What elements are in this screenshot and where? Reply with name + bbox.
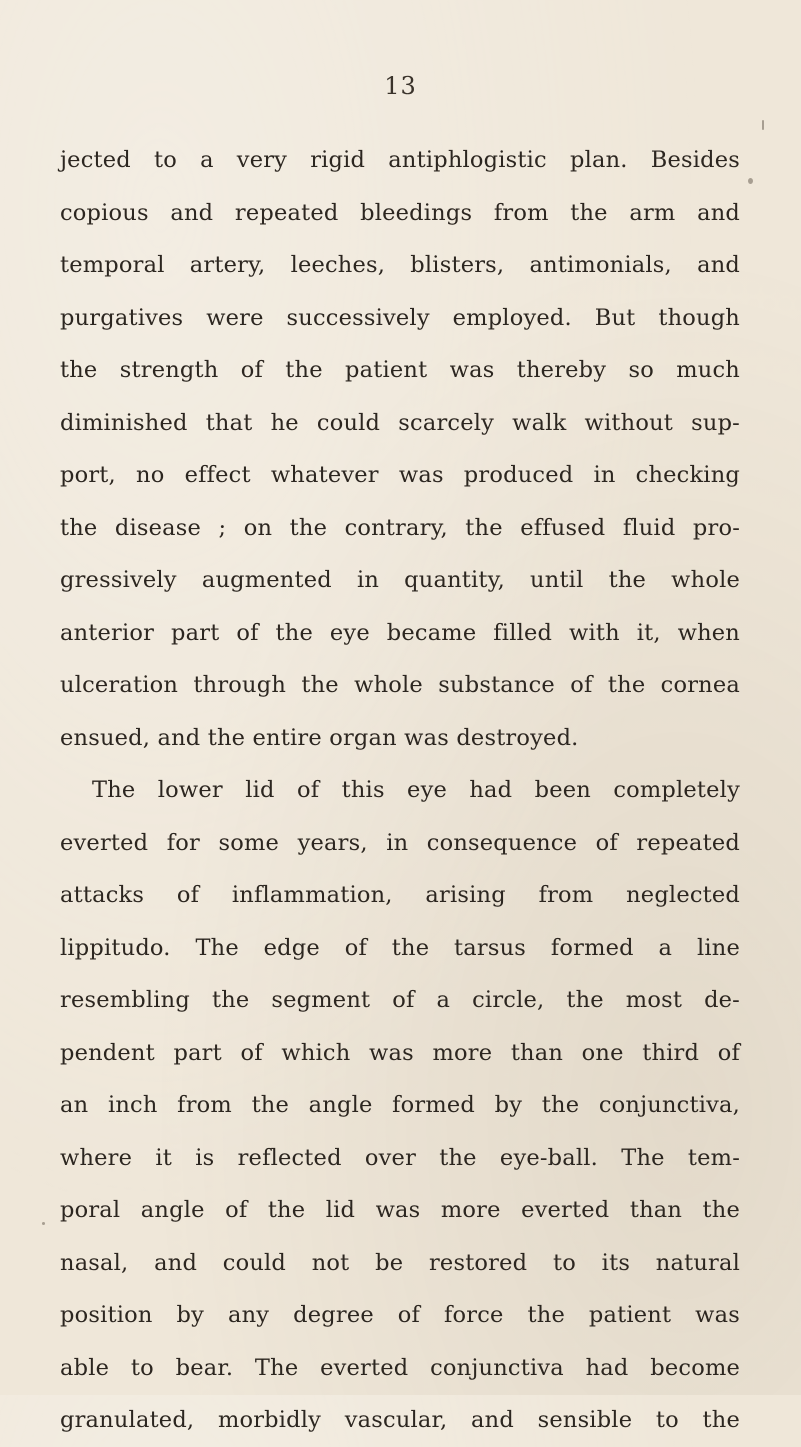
text-line: copious and repeated bleedings from the arm and (60, 199, 740, 226)
paper-speck (748, 178, 753, 184)
body-text (60, 134, 740, 1447)
text-line: lippitudo. The edge of the tarsus formed a line (60, 934, 740, 961)
text-line: an inch from the angle formed by the conjunctiva, (60, 1092, 740, 1118)
text-line: The lower lid of this eye had been completely (92, 777, 740, 803)
text-line: the strength of the patient was thereby so much (60, 357, 740, 383)
text-line: attacks of inflammation, arising from neglected (60, 882, 740, 908)
text-line: able to bear. The everted conjunctiva had become (60, 1354, 740, 1381)
text-line: everted for some years, in consequence of repeated (60, 829, 740, 856)
text-line: nasal, and could not be restored to its natural (60, 1249, 740, 1276)
text-line: ulceration through the whole substance of the cornea (60, 672, 740, 698)
text-line: jected to a very rigid antiphlogistic plan. Besides (60, 147, 740, 173)
text-line: where it is reflected over the eye-ball. The tem- (60, 1144, 740, 1171)
text-line: diminished that he could scarcely walk without sup- (60, 409, 740, 436)
text-line: resembling the segment of a circle, the most de- (60, 987, 740, 1013)
text-line: ensued, and the entire organ was destroyed. (60, 724, 579, 751)
text-line: port, no effect whatever was produced in checking (60, 462, 740, 488)
paper-speck (42, 1222, 45, 1225)
paper-speck (762, 120, 764, 130)
text-line: purgatives were successively employed. But though (60, 304, 740, 331)
page-number: 13 (384, 72, 417, 100)
text-line: gressively augmented in quantity, until the whole (60, 567, 740, 593)
text-line: anterior part of the eye became filled with it, when (60, 619, 740, 646)
text-line: granulated, morbidly vascular, and sensible to the (60, 1407, 740, 1433)
text-line: pendent part of which was more than one third of (60, 1039, 740, 1066)
text-line: position by any degree of force the patient was (60, 1302, 740, 1328)
text-line: the disease ; on the contrary, the effused fluid pro- (60, 514, 740, 541)
text-line: temporal artery, leeches, blisters, antimonials, and (60, 252, 740, 278)
text-line: poral angle of the lid was more everted than the (60, 1197, 740, 1223)
